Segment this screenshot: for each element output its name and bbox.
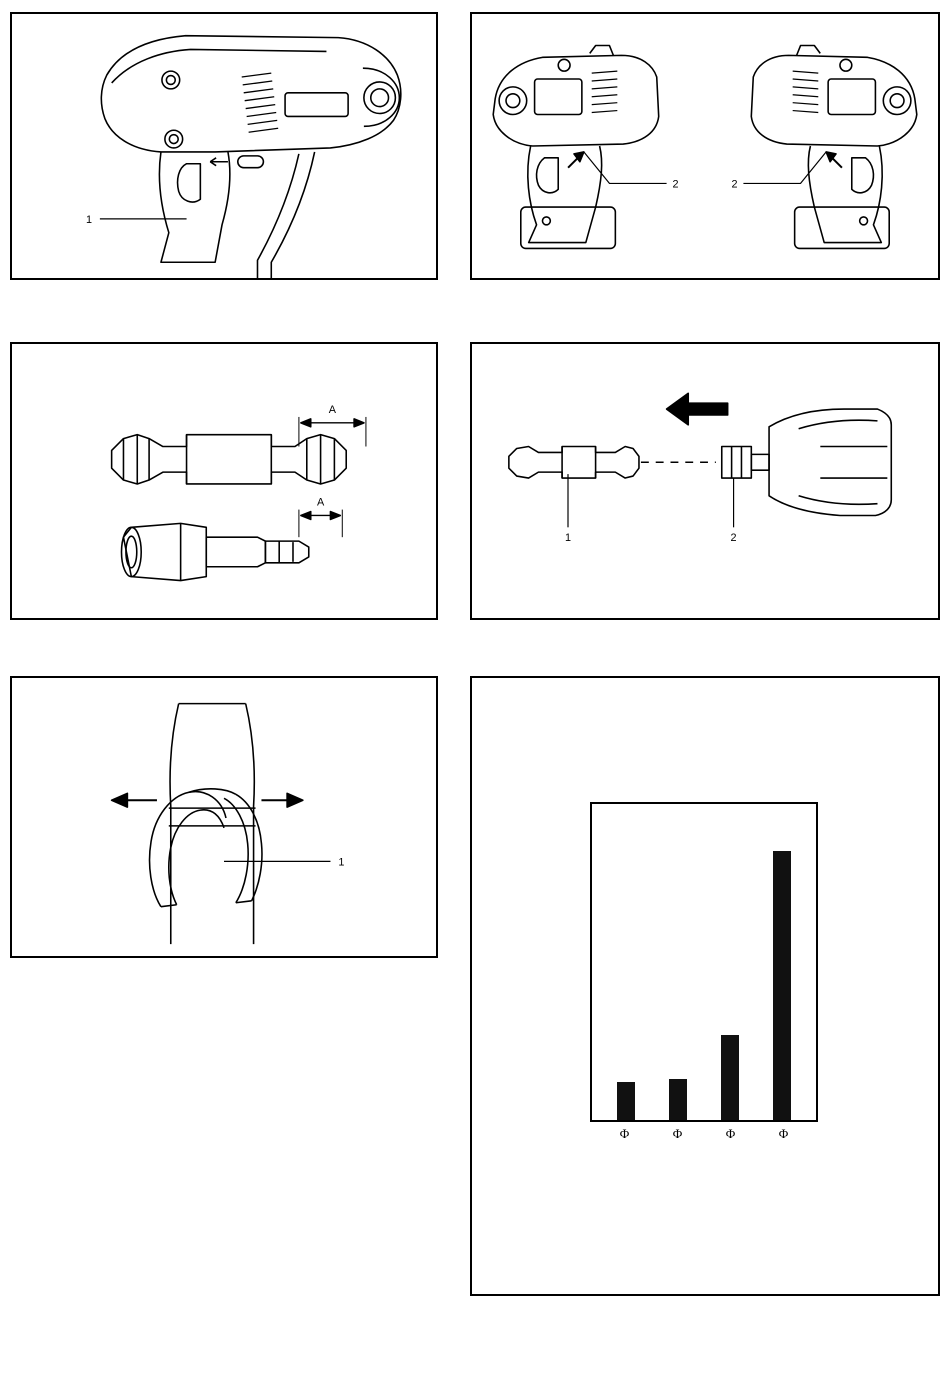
- chart-x-tick-label: Φ: [778, 1126, 789, 1141]
- callout-label: 2: [672, 178, 679, 191]
- chart-x-tick-labels: [590, 1126, 818, 1142]
- chart-bar: [773, 851, 791, 1120]
- chart-bar: [669, 1079, 687, 1120]
- callout-label: 1: [338, 856, 345, 869]
- chart-bars: [592, 804, 816, 1120]
- figure-panel-bit-dimensions: [10, 342, 438, 620]
- callout-label: 1: [564, 532, 572, 545]
- chart-plot-area: [590, 802, 818, 1122]
- reversing-switch-drawing: [472, 14, 938, 278]
- callout-label: 1: [85, 213, 92, 226]
- chart-bar: [721, 1035, 739, 1120]
- figure-panel-bit-installation: [470, 342, 940, 620]
- figure-panel-reversing-switch: [470, 12, 940, 280]
- chart-bar: [617, 1082, 635, 1120]
- figure-panel-torque-chart: [470, 676, 940, 1296]
- chart-x-tick-label: Φ: [672, 1126, 683, 1141]
- figure-panel-tool-overview: [10, 12, 438, 280]
- tool-overview-drawing: [12, 14, 436, 278]
- bit-dimensions-drawing: [12, 344, 436, 618]
- figure-panel-hook: [10, 676, 438, 958]
- callout-label: 2: [730, 532, 737, 545]
- hook-drawing: [12, 678, 436, 956]
- dimension-label: A: [328, 403, 337, 416]
- bit-installation-drawing: [472, 344, 938, 618]
- callout-label: 2: [731, 178, 738, 191]
- chart-x-tick-label: Φ: [725, 1126, 736, 1141]
- chart-x-tick-label: Φ: [619, 1126, 630, 1141]
- dimension-label: A: [316, 496, 325, 509]
